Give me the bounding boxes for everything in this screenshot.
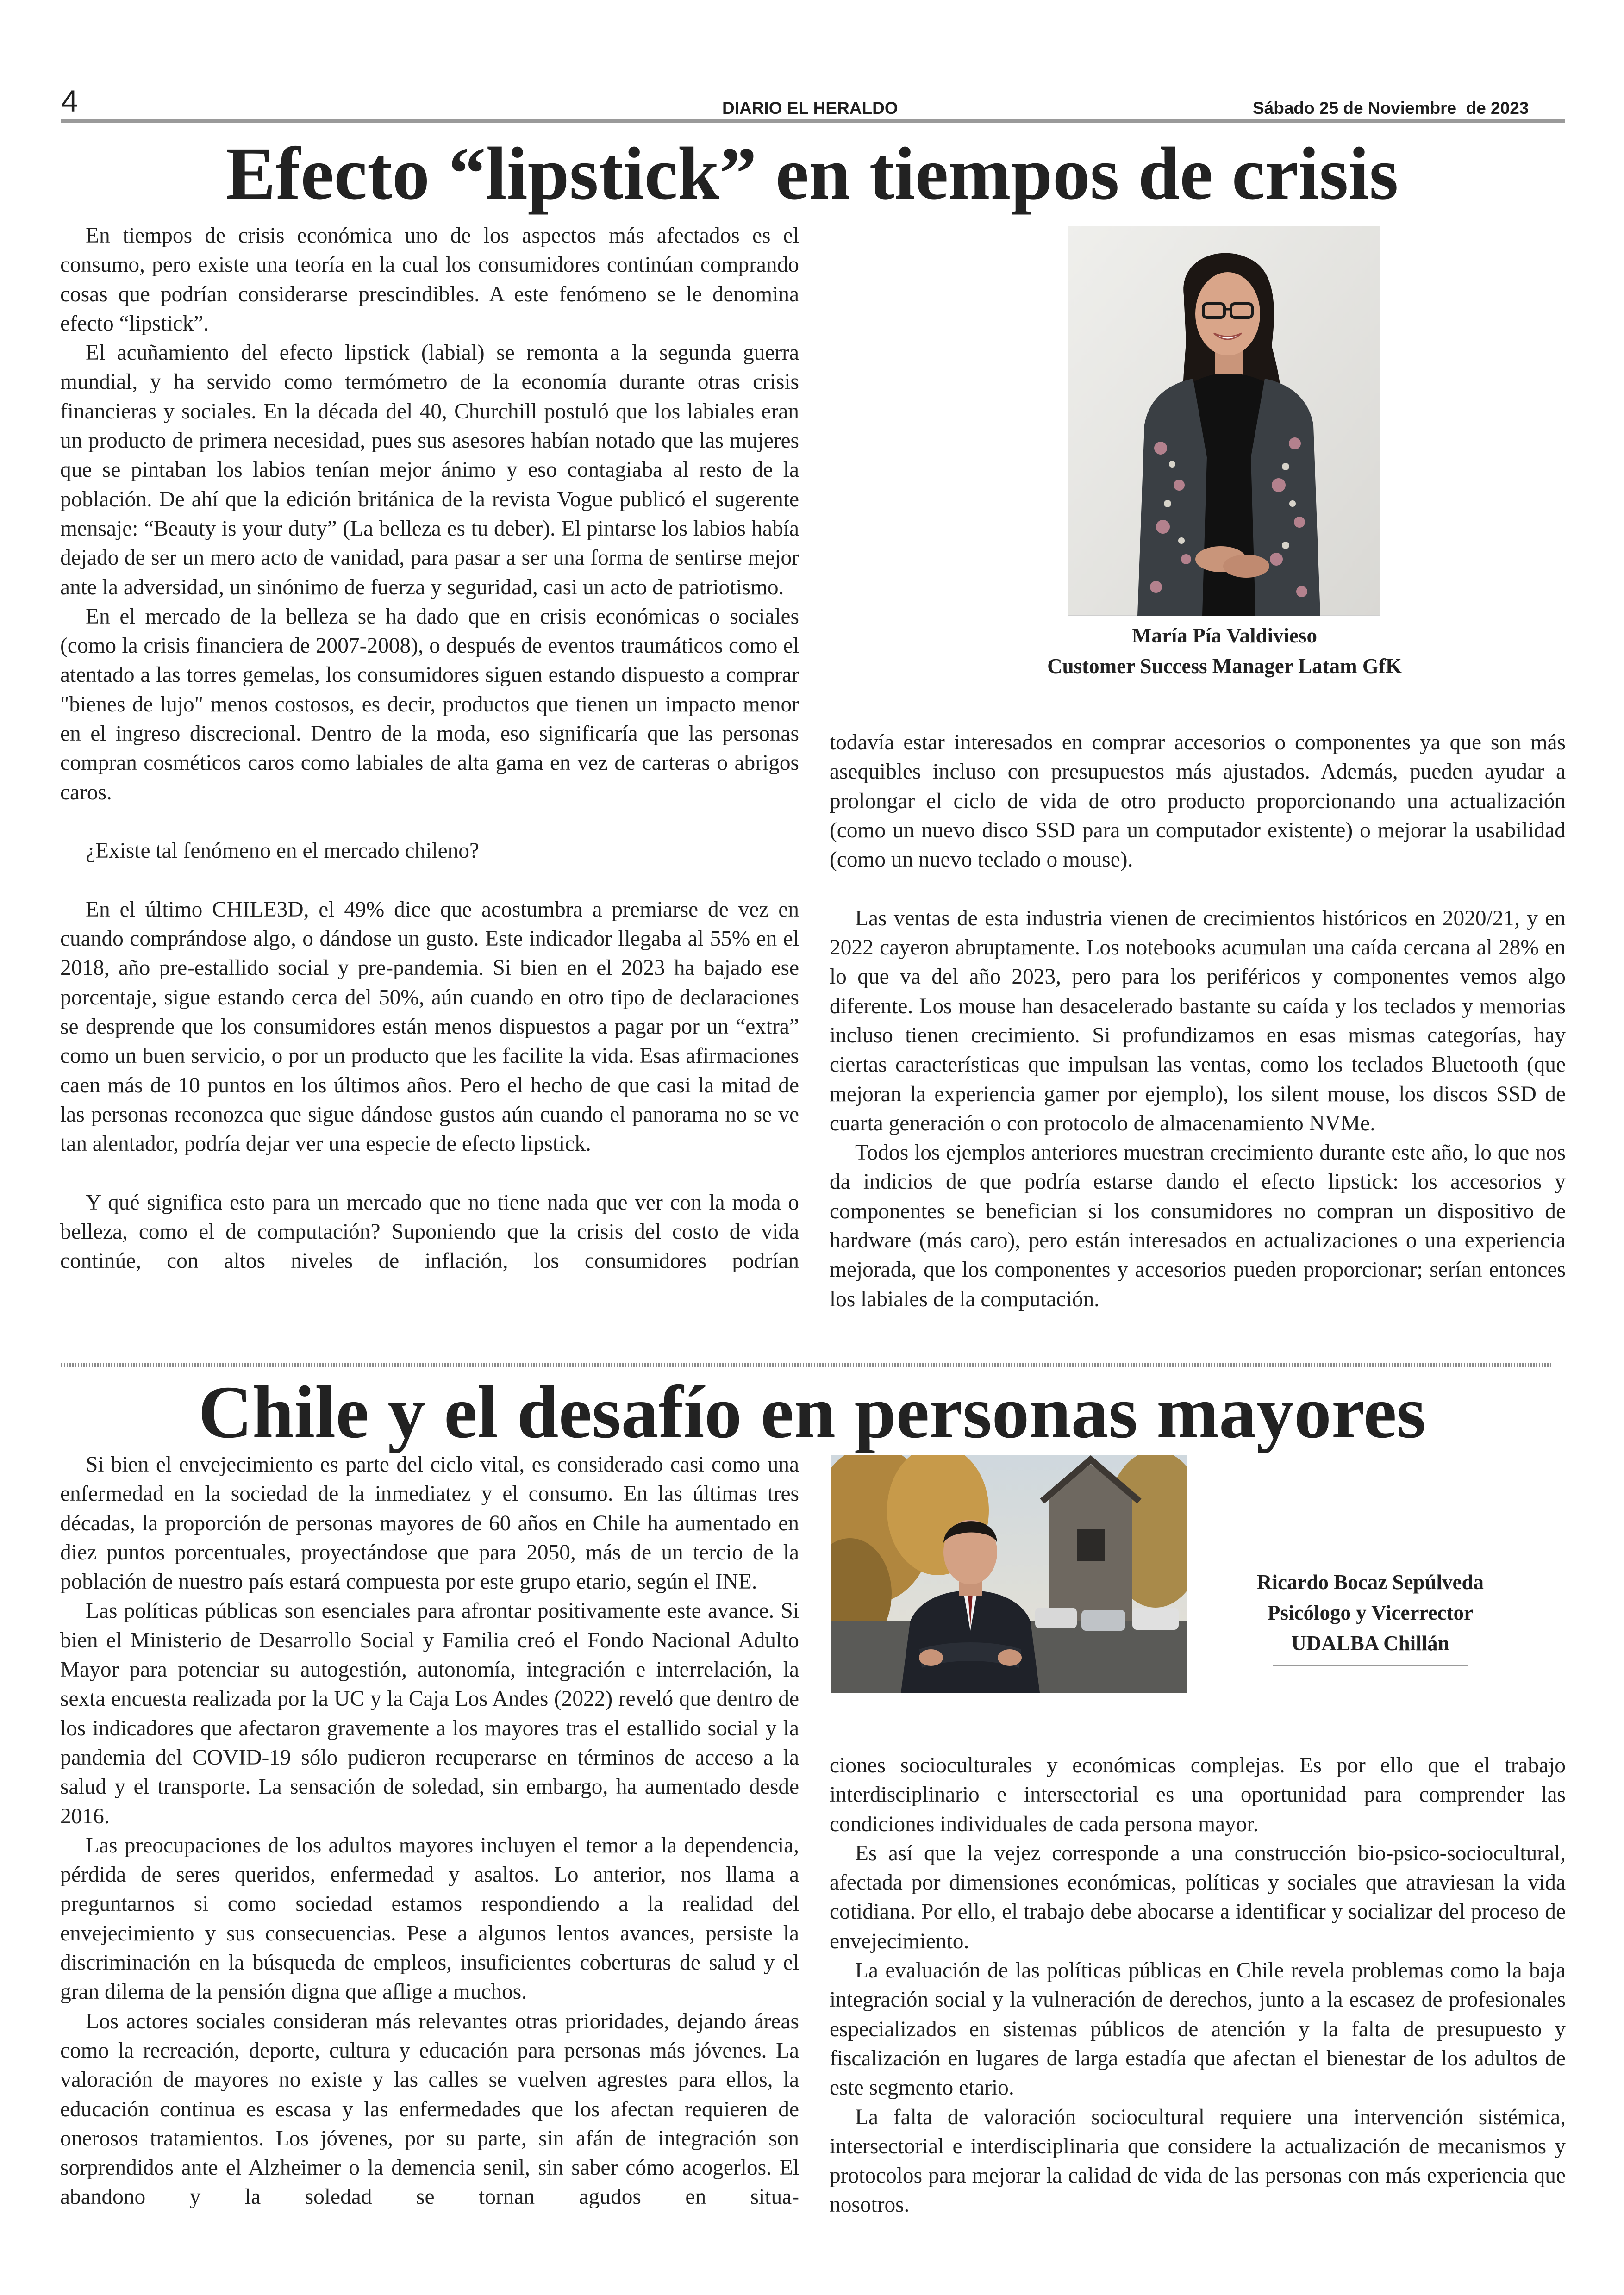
caption-name: María Pía Valdivieso: [1131, 624, 1317, 647]
caption-underline: [1273, 1665, 1468, 1666]
caption-role: Customer Success Manager Latam GfK: [1047, 655, 1402, 678]
section-divider: [61, 1363, 1552, 1367]
caption-name: Ricardo Bocaz Sepúlveda: [1257, 1571, 1484, 1594]
paragraph: La falta de valoración sociocultural requiere una intervención sistémica, intersectorial e interdisciplinaria que considere la actualización de mecanismos y protocolos para mejorar la calidad de vida de las personas con más experiencia que nosotros.: [830, 2105, 1566, 2217]
issue-date: Sábado 25 de Noviembre de 2023: [1253, 99, 1529, 118]
photo-caption-valdivieso: [944, 620, 1505, 681]
paragraph: Las políticas públicas son esenciales para afrontar positivamente este avance. Si bien el Ministerio de Desarrollo Social y Familia creó el Fondo Nacional Adulto Mayor para potenciar su autogestión, autonomía, integración e interrelación, la sexta encuesta realizada por la UC y la Caja Los Andes (2022) reveló que dentro de los indicadores que afectaron gravemente a los mayores tras el estallido social y la pandemia del COVID-19 sólo pudieron recuperarse en términos de acceso a la salud y el transporte. La sensación de soledad, sin embargo, ha aumentado desde 2016.: [60, 1599, 799, 1828]
article-column-right: [830, 728, 1566, 1314]
paragraph: Las ventas de esta industria vienen de crecimientos históricos en 2020/21, y en 2022 cayeron abruptamente. Los notebooks acumulan una caída cercana al 28% en lo que va del año 2023, pero para los periféricos y componentes vemos algo diferente. Los mouse han desacelerado bastante su caída y los teclados y memorias incluso tienen crecimiento. Si profundizamos en esas mismas categorías, hay ciertas características que impulsan las ventas, como los teclados Bluetooth (que mejoran la experiencia gamer por ejemplo), los silent mouse, los discos SSD de cuarta generación o con protocolo de almacenamiento NVMe.: [830, 906, 1566, 1135]
paragraph: Y qué significa esto para un mercado que no tiene nada que ver con la moda o belleza, como el de computación? Suponiendo que la crisis del costo de vida continúe, con altos niveles de inflación, los consumidores podrían: [60, 1190, 799, 1273]
paragraph: En el mercado de la belleza se ha dado que en crisis económicas o sociales (como la crisis financiera de 2007-2008), o después de eventos traumáticos como el atentado a las torres gemelas, los consumidores siguen estando dispuesto a comprar "bienes de lujo" menos costosos, es decir, productos que tienen un impacto menor en el ingreso discrecional. Dentro de la moda, eso significaría que las personas compran cosméticos caros como labiales de alta gama en vez de carteras o abrigos caros.: [60, 604, 799, 804]
article-column-left: [60, 221, 799, 1276]
photo-caption-bocaz: [1208, 1567, 1532, 1659]
portrait-photo-valdivieso: [1068, 226, 1380, 616]
header-rule: [61, 119, 1565, 123]
paragraph: todavía estar interesados en comprar accesorios o componentes ya que son más asequibles incluso con presupuestos más ajustados. Además, pueden ayudar a prolongar el ciclo de vida de otro producto proporcionando una actualización (como un nuevo disco SSD para un computador existente) o mejorar la usabilidad (como un nuevo teclado o mouse).: [830, 730, 1566, 872]
subheading-question: ¿Existe tal fenómeno en el mercado chileno?: [86, 839, 480, 863]
paragraph: Es así que la vejez corresponde a una construcción bio-psico-sociocultural, afectada por dimensiones económicas, políticas y sociales que atraviesan la vida cotidiana. Por ello, el trabajo debe abocarse a identificar y socializar del proceso de envejecimiento.: [830, 1841, 1566, 1953]
article-headline-personas-mayores: Chile y el desafío en personas mayores: [198, 1371, 1426, 1454]
paragraph: Si bien el envejecimiento es parte del ciclo vital, es considerado casi como una enfermedad en la sociedad de la inmediatez y el consumo. En las últimas tres décadas, la proporción de personas mayores de 60 años en Chile ha aumentado en diez puntos porcentuales, proyectándose que para 2050, más de un tercio de la población de nuestro país estará compuesta por este grupo etario, según el INE.: [60, 1453, 799, 1594]
paragraph: Los actores sociales consideran más relevantes otras prioridades, dejando áreas como la recreación, deporte, cultura y educación para personas más jóvenes. La valoración de mayores no existe y las calles se vuelven agrestes para ellos, la educación continua es escasa y las enfermedades que los afectan requieren de onerosos tratamientos. Los jóvenes, por su parte, sin afán de integración son sorprendidos ante el Alzheimer o la demencia senil, sin saber cómo acogerlos. El abandono y la soledad se tornan agudos en situa-: [60, 2009, 799, 2209]
portrait-photo-bocaz: [831, 1455, 1187, 1693]
paragraph: La evaluación de las políticas públicas en Chile revela problemas como la baja integración social y la vulneración de derechos, junto a la escasez de profesionales especializados en sistemas públicos de atención y la falta de presupuesto y fiscalización en lugares de larga estadía que afectan el bienestar de los adultos de este segmento etario.: [830, 1958, 1566, 2100]
paragraph: En tiempos de crisis económica uno de los aspectos más afectados es el consumo, pero existe una teoría en la cual los consumidores continúan comprando cosas que podrían considerarse prescindibles. A este fenómeno se le denomina efecto “lipstick”.: [60, 224, 799, 336]
paragraph: El acuñamiento del efecto lipstick (labial) se remonta a la segunda guerra mundial, y ha servido como termómetro de la economía durante otras crisis financieras y sociales. En la década del 40, Churchill postuló que los labiales eran un producto de primera necesidad, pues sus asesores habían notado que las mujeres que se pintaban los labios tenían mejor ánimo y eso contagiaba al resto de la población. De ahí que la edición británica de la revista Vogue publicó el sugerente mensaje: “Beauty is your duty” (La belleza es tu deber). El pintarse los labios había dejado de ser un mero acto de vanidad, para pasar a ser una forma de sentirse mejor ante la adversidad, un sinónimo de fuerza y seguridad, casi un acto de patriotismo.: [60, 341, 799, 599]
paragraph: En el último CHILE3D, el 49% dice que acostumbra a premiarse de vez en cuando comprándose algo, o dándose un gusto. Este indicador llegaba al 55% en el 2018, año pre-estallido social y pre-pandemia. Si bien en el 2023 ha bajado ese porcentaje, sigue estando cerca del 50%, aún cuando en otro tipo de declaraciones se desprende que los consumidores están menos dispuestos a pagar por un “extra” como un buen servicio, o por un producto que les facilite la vida. Esas afirmaciones caen más de 10 puntos en los últimos años. Pero el hecho de que casi la mitad de las personas reconozca que sigue dándose gustos aún cuando el panorama no se ve tan alentador, podría dejar ver una especie de efecto lipstick.: [60, 897, 799, 1156]
article-column-left: [60, 1450, 799, 2212]
newspaper-name: DIARIO EL HERALDO: [722, 99, 898, 118]
caption-organization: UDALBA Chillán: [1291, 1632, 1449, 1655]
caption-role: Psicólogo y Vicerrector: [1268, 1601, 1473, 1624]
paragraph: Las preocupaciones de los adultos mayores incluyen el temor a la dependencia, pérdida de seres queridos, enfermedad y asaltos. Lo anterior, nos llama a preguntarnos si como sociedad estamos respondiendo a la realidad del envejecimiento y sus consecuencias. Pese a algunos lentos avances, persiste la discriminación en la búsqueda de empleos, insuficientes coberturas de salud y el gran dilema de la pensión digna que aflige a muchos.: [60, 1833, 799, 2004]
article-column-right: [830, 1751, 1566, 2220]
paragraph: ciones socioculturales y económicas complejas. Es por ello que el trabajo interdisciplinario e intersectorial es una oportunidad para comprender las condiciones individuales de cada persona mayor.: [830, 1753, 1566, 1836]
paragraph: Todos los ejemplos anteriores muestran crecimiento durante este año, lo que nos da indicios de que podría estarse dando el efecto lipstick: los accesorios y componentes se benefician si los consumidores no compran un dispositivo de hardware (más caro), pero están interesados en actualizaciones o una experiencia mejorada, que los componentes y accesorios pueden proporcionar; serían entonces los labiales de la computación.: [830, 1141, 1566, 1311]
page-number: 4: [61, 84, 78, 118]
article-headline-lipstick: Efecto “lipstick” en tiempos de crisis: [225, 132, 1399, 215]
